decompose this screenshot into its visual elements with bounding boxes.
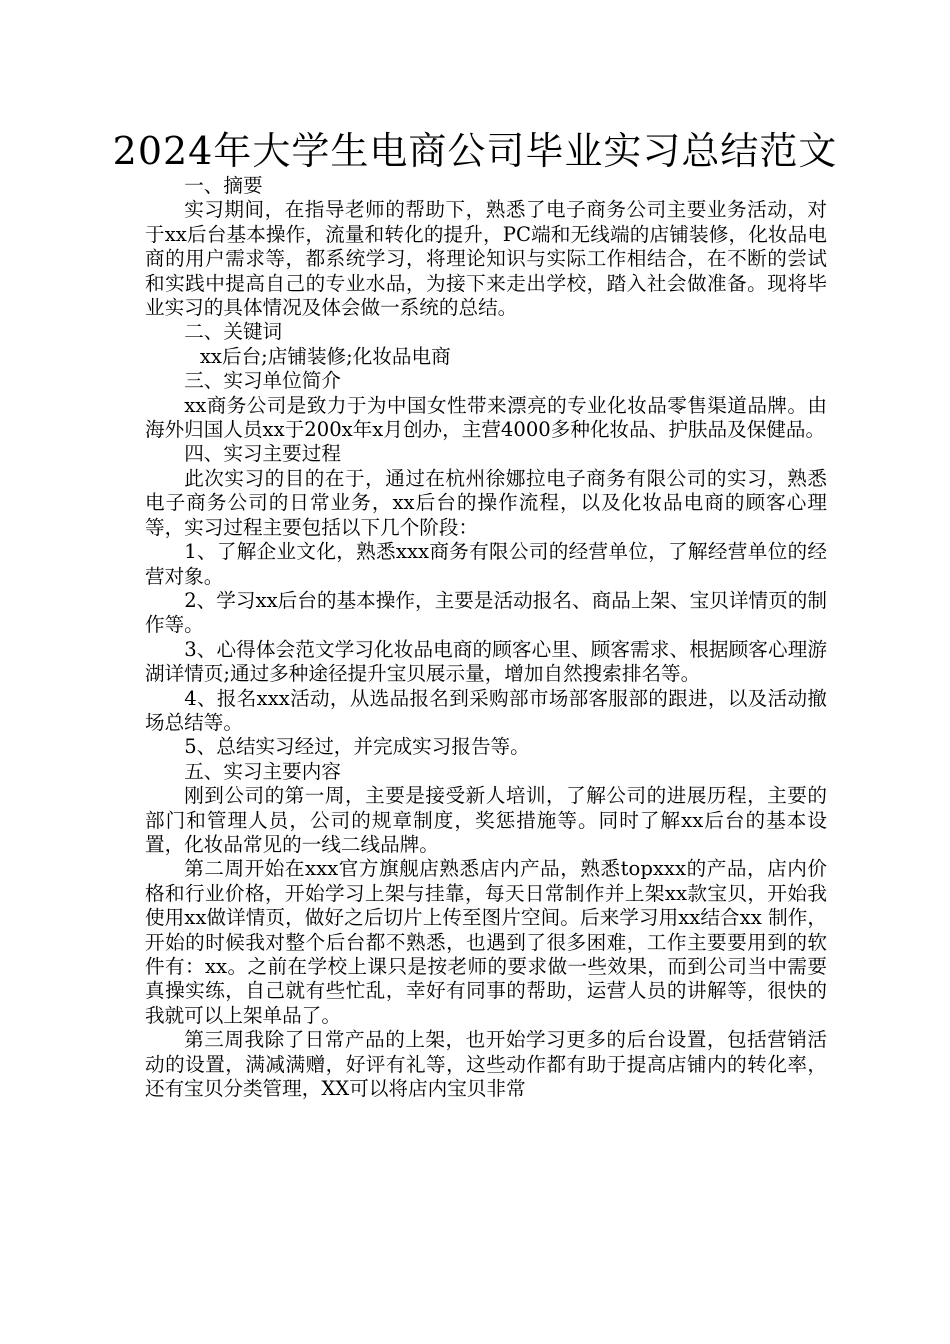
paragraph-company: xx商务公司是致力于为中国女性带来漂亮的专业化妆品零售渠道品牌。由海外归国人员xx于200x年x月创办，主营4000多种化妆品、护肤品及保健品。: [145, 393, 827, 442]
list-item-stage-1: 1、了解企业文化，熟悉xxx商务有限公司的经营单位，了解经营单位的经营对象。: [145, 540, 827, 588]
section-heading-content: 五、实习主要内容: [184, 759, 341, 783]
list-item-stage-3: 3、心得体会范文学习化妆品电商的顾客心里、顾客需求、根据顾客心理游湖详情页;通过多种途径提升宝贝展示量，增加自然搜索排名等。: [145, 637, 827, 686]
section-heading-keywords: 二、关键词: [184, 320, 283, 344]
section-heading-process: 四、实习主要过程: [184, 442, 341, 466]
paragraph-abstract: 实习期间，在指导老师的帮助下，熟悉了电子商务公司主要业务活动，对于xx后台基本操作，流量和转化的提升，PC端和无线端的店铺装修，化妆品电商的用户需求等，都系统学习，将理论知识与实际工作相结合，在不断的尝试和实践中提高自己的专业水品，为接下来走出学校，踏入社会做准备。现将毕业实习的具体情况及体会做一系统的总结。: [145, 198, 827, 320]
list-item-stage-5: 5、总结实习经过，并完成实习报告等。: [184, 735, 530, 759]
document-body: [145, 174, 827, 1101]
section-heading-company: 三、实习单位简介: [184, 369, 341, 393]
paragraph-process-intro: 此次实习的目的在于，通过在杭州徐娜拉电子商务有限公司的实习，熟悉电子商务公司的日常业务，xx后台的操作流程，以及化妆品电商的顾客心理等，实习过程主要包括以下几个阶段：: [145, 466, 827, 539]
document-title: 2024年大学生电商公司毕业实习总结范文: [112, 129, 838, 173]
paragraph-week-2: 第二周开始在xxx官方旗舰店熟悉店内产品，熟悉topxxx的产品，店内价格和行业价格，开始学习上架与挂靠，每天日常制作并上架xx款宝贝，开始我使用xx做详情页，做好之后切片上传至图片空间。后来学习用xx结合xx 制作，开始的时候我对整个后台都不熟悉，也遇到了很多困难，工作主要要用到的软件有：xx。之前在学校上课只是按老师的要求做一些效果，而到公司当中需要真操实练，自己就有些忙乱，幸好有同事的帮助，运营人员的讲解等，很快的我就可以上架单品了。: [145, 857, 827, 1027]
paragraph-week-1: 刚到公司的第一周，主要是接受新人培训，了解公司的进展历程，主要的部门和管理人员，公司的规章制度，奖惩措施等。同时了解xx后台的基本设置，化妆品常见的一线二线品牌。: [145, 784, 827, 856]
list-item-stage-2: 2、学习xx后台的基本操作，主要是活动报名、商品上架、宝贝详情页的制作等。: [145, 588, 827, 637]
list-item-stage-4: 4、报名xxx活动，从选品报名到采购部市场部客服部的跟进，以及活动撤场总结等。: [145, 686, 827, 734]
paragraph-week-3: 第三周我除了日常产品的上架，也开始学习更多的后台设置，包括营销活动的设置，满减满赠，好评有礼等，这些动作都有助于提高店铺内的转化率，还有宝贝分类管理，XX可以将店内宝贝非常: [145, 1028, 827, 1101]
section-heading-abstract: 一、摘要: [184, 174, 263, 197]
paragraph-keywords: xx后台;店铺装修;化妆品电商: [199, 344, 451, 368]
